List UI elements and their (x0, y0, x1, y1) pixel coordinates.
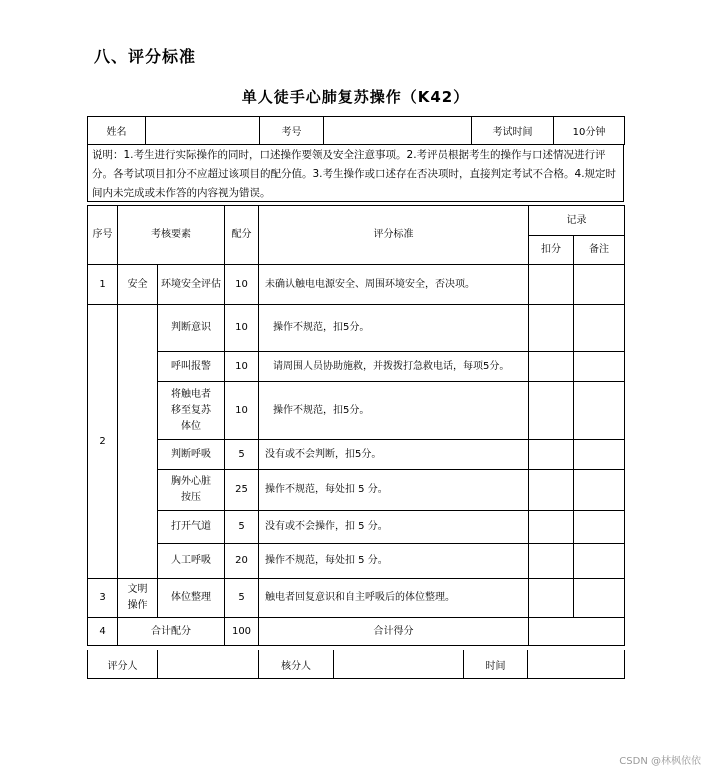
col-header-remark: 备注 (574, 236, 625, 265)
name-label: 姓名 (88, 117, 146, 145)
row-no: 1 (88, 265, 118, 305)
row-criteria: 请周围人员协助施救，并拨拨打急救电话，每项5分。 (259, 352, 529, 382)
row-item: 判断呼吸 (158, 440, 225, 470)
row-remark-cell[interactable] (574, 305, 625, 352)
row-points: 10 (225, 382, 259, 440)
row-remark-cell[interactable] (574, 511, 625, 544)
signature-table (87, 650, 625, 679)
row-criteria: 触电者回复意识和自主呼吸后的体位整理。 (259, 579, 529, 618)
exam-id-field[interactable] (324, 117, 472, 145)
total-score-label: 合计得分 (259, 618, 529, 646)
row-points: 5 (225, 579, 259, 618)
total-points-label: 合计配分 (118, 618, 225, 646)
table-row (88, 265, 625, 305)
instructions-note: 说明：1.考生进行实际操作的同时，口述操作要领及安全注意事项。2.考评员根据考生的操作与口述情况进行评分。各考试项目扣分不应超过该项目的配分值。3.考生操作或口述存在否决项时，直接判定考试不合格。4.规定时间内未完成或未作答的内容视为错误。 (87, 144, 624, 202)
row-points: 10 (225, 352, 259, 382)
col-header-no: 序号 (88, 206, 118, 265)
section-title: 八、评分标准 (94, 47, 197, 66)
table-row (88, 352, 625, 382)
row-points: 10 (225, 305, 259, 352)
row-remark-cell[interactable] (574, 440, 625, 470)
row-item: 判断意识 (158, 305, 225, 352)
exam-time-value: 10分钟 (554, 117, 625, 145)
grader-field[interactable] (158, 650, 259, 679)
row-points: 25 (225, 470, 259, 511)
row-item: 呼叫报警 (158, 352, 225, 382)
col-header-deduct: 扣分 (529, 236, 574, 265)
total-score-field[interactable] (529, 618, 625, 646)
row-remark-cell[interactable] (574, 382, 625, 440)
row-no: 3 (88, 579, 118, 618)
row-item: 环境安全评估 (158, 265, 225, 305)
total-no: 4 (88, 618, 118, 646)
exam-time-label: 考试时间 (472, 117, 554, 145)
row-criteria: 未确认触电电源安全、周围环境安全，否决项。 (259, 265, 529, 305)
row-deduct-cell[interactable] (529, 265, 574, 305)
row-deduct-cell[interactable] (529, 544, 574, 579)
row-item: 打开气道 (158, 511, 225, 544)
row-points: 5 (225, 440, 259, 470)
date-field[interactable] (528, 650, 625, 679)
row-remark-cell[interactable] (574, 265, 625, 305)
row-criteria: 操作不规范，扣5分。 (259, 305, 529, 352)
row-criteria: 没有或不会判断，扣5分。 (259, 440, 529, 470)
row-deduct-cell[interactable] (529, 579, 574, 618)
table-row (88, 579, 625, 618)
col-header-points: 配分 (225, 206, 259, 265)
row-item: 胸外心脏按压 (158, 470, 225, 511)
row-points: 10 (225, 265, 259, 305)
row-deduct-cell[interactable] (529, 470, 574, 511)
total-row (88, 618, 625, 646)
checker-field[interactable] (334, 650, 464, 679)
table-row (88, 511, 625, 544)
row-group (118, 305, 158, 579)
scoring-table (87, 205, 625, 646)
row-group: 安全 (118, 265, 158, 305)
table-title: 单人徒手心肺复苏操作（K42） (241, 88, 470, 106)
watermark: CSDN @林枫依依 (619, 756, 701, 767)
row-criteria: 没有或不会操作，扣 5 分。 (259, 511, 529, 544)
row-points: 20 (225, 544, 259, 579)
row-item: 将触电者移至复苏体位 (158, 382, 225, 440)
table-row (88, 382, 625, 440)
table-row (88, 470, 625, 511)
row-deduct-cell[interactable] (529, 305, 574, 352)
row-criteria: 操作不规范，扣5分。 (259, 382, 529, 440)
date-label: 时间 (464, 650, 528, 679)
row-deduct-cell[interactable] (529, 511, 574, 544)
table-row (88, 305, 625, 352)
table-row (88, 544, 625, 579)
col-header-element: 考核要素 (118, 206, 225, 265)
row-item: 人工呼吸 (158, 544, 225, 579)
row-deduct-cell[interactable] (529, 382, 574, 440)
row-no: 2 (88, 305, 118, 579)
row-criteria: 操作不规范，每处扣 5 分。 (259, 544, 529, 579)
exam-id-label: 考号 (260, 117, 324, 145)
row-deduct-cell[interactable] (529, 440, 574, 470)
table-row (88, 440, 625, 470)
row-item: 体位整理 (158, 579, 225, 618)
row-deduct-cell[interactable] (529, 352, 574, 382)
row-group: 文明操作 (118, 579, 158, 618)
row-remark-cell[interactable] (574, 544, 625, 579)
row-remark-cell[interactable] (574, 579, 625, 618)
total-points-value: 100 (225, 618, 259, 646)
exam-header-table (87, 116, 625, 145)
checker-label: 核分人 (259, 650, 334, 679)
col-header-record: 记录 (529, 206, 625, 236)
row-points: 5 (225, 511, 259, 544)
row-criteria: 操作不规范，每处扣 5 分。 (259, 470, 529, 511)
row-remark-cell[interactable] (574, 352, 625, 382)
col-header-criteria: 评分标准 (259, 206, 529, 265)
row-remark-cell[interactable] (574, 470, 625, 511)
grader-label: 评分人 (88, 650, 158, 679)
name-field[interactable] (146, 117, 260, 145)
